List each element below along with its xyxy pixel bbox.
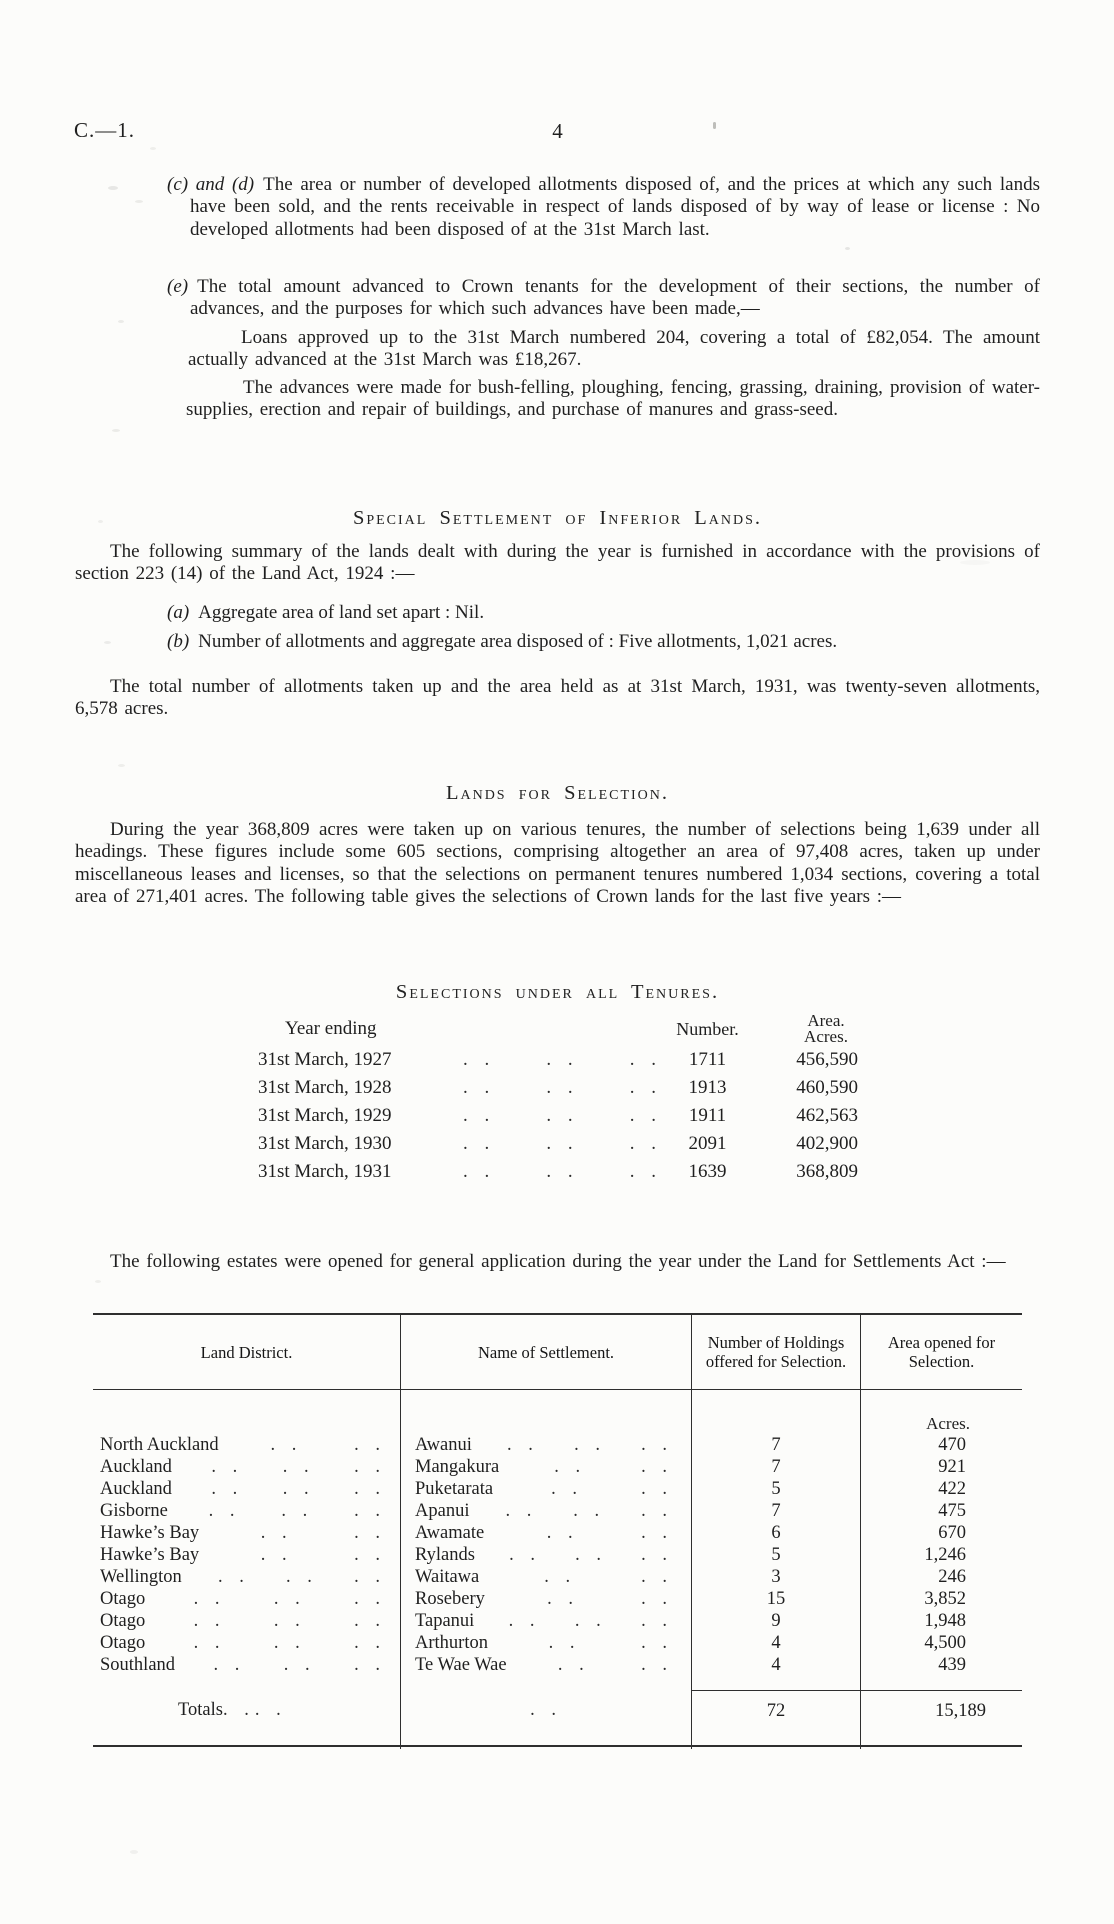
land-district-name: Gisborne: [100, 1500, 168, 1521]
area-cell: 1,948: [860, 1610, 1022, 1632]
land-district-cell: [93, 1522, 400, 1544]
scan-speckle: [95, 1280, 101, 1283]
estates-table-row: [93, 1456, 1022, 1478]
land-district-name: Hawke’s Bay: [100, 1544, 200, 1565]
dot-leader: . .: [544, 1566, 577, 1587]
dot-leader: . .: [282, 1478, 315, 1499]
item-a-label: (a): [167, 602, 190, 623]
dot-leader: . .: [270, 1434, 303, 1455]
area-cell: 462,563: [796, 1105, 858, 1126]
dot-leader: . .: [629, 1161, 662, 1182]
dot-leader: . .: [260, 1522, 293, 1543]
scan-speckle: [150, 147, 156, 150]
scan-speckle: [118, 320, 124, 323]
dot-leader: . .: [508, 1610, 541, 1631]
land-district-name: Southland: [100, 1654, 176, 1675]
dot-leader: . .: [641, 1632, 673, 1653]
holdings-cell: 5: [691, 1478, 860, 1500]
land-district-name: Hawke’s Bay: [100, 1522, 200, 1543]
land-district-cell: [93, 1654, 400, 1676]
dot-leader: . .: [254, 1700, 287, 1720]
dot-leader: . .: [354, 1522, 386, 1543]
column-header-year: Year ending: [285, 1018, 377, 1039]
scan-speckle: [112, 429, 120, 432]
land-district-cell: [93, 1544, 400, 1566]
column-header-area: [745, 1010, 865, 1046]
land-district-name: Auckland: [100, 1456, 172, 1477]
dot-leader: . .: [641, 1654, 673, 1675]
settlement-name: Tapanui: [415, 1610, 475, 1631]
land-district-name: North Auckland: [100, 1434, 219, 1455]
settlement-cell: [400, 1500, 691, 1522]
item-b-text: Number of allotments and aggregate area disposed of : Five allotments, 1,021 acres.: [198, 631, 838, 652]
land-district-cell: [93, 1500, 400, 1522]
selections-table-row: [255, 1130, 865, 1158]
area-cell: 921: [860, 1456, 1022, 1478]
paragraph-loans: Loans approved up to the 31st March numbered 204, covering a total of £82,054. The amount actually advanced at the 31st March was £18,267.: [188, 327, 1040, 371]
estates-table-row: [93, 1610, 1022, 1632]
selections-table-row: [255, 1074, 865, 1102]
page-number: 4: [552, 119, 563, 143]
settlement-cell: [400, 1478, 691, 1500]
land-district-cell: [93, 1478, 400, 1500]
settlement-name: Rylands: [415, 1544, 475, 1565]
dot-leader: . .: [629, 1105, 662, 1126]
dot-leader: . .: [546, 1049, 579, 1070]
selections-header-row: [255, 1012, 865, 1046]
settlement-name: Mangakura: [415, 1456, 500, 1477]
selections-table-row: [255, 1046, 865, 1074]
dot-leader: . .: [222, 1700, 255, 1720]
dot-leader: . .: [554, 1456, 587, 1477]
dot-leader: . .: [282, 1456, 315, 1477]
dot-leader: . .: [354, 1434, 386, 1455]
estates-table-row: [93, 1566, 1022, 1588]
area-cell: 4,500: [860, 1632, 1022, 1654]
selections-table-row: [255, 1158, 865, 1186]
settlement-cell: [400, 1522, 691, 1544]
estates-table-row: [93, 1588, 1022, 1610]
dot-leader: . .: [354, 1632, 386, 1653]
totals-area: 15,189: [860, 1690, 1022, 1749]
land-district-cell: [93, 1566, 400, 1588]
column-header-area-opened: Area opened for Selection.: [860, 1315, 1022, 1389]
item-b-label: (b): [167, 631, 190, 652]
column-header-number: Number.: [676, 1018, 739, 1039]
dot-leader: . .: [629, 1133, 662, 1154]
number-cell: 1911: [688, 1105, 727, 1126]
selections-table: [255, 1012, 865, 1186]
dot-leader: . .: [575, 1544, 607, 1565]
settlement-name: Te Wae Wae: [415, 1654, 507, 1675]
dot-leader: . .: [641, 1588, 673, 1609]
estates-header-row: [93, 1315, 1022, 1390]
dot-leader: . .: [546, 1105, 579, 1126]
holdings-cell: 7: [691, 1500, 860, 1522]
estates-table-row: [93, 1434, 1022, 1456]
dot-leader: . .: [208, 1500, 241, 1521]
estates-table: [93, 1313, 1022, 1747]
dot-leader: . .: [211, 1456, 244, 1477]
dot-leader: . .: [505, 1500, 538, 1521]
area-cell: 3,852: [860, 1588, 1022, 1610]
dot-leader: . .: [463, 1161, 496, 1182]
holdings-cell: 3: [691, 1566, 860, 1588]
estates-table-body: [93, 1434, 1022, 1676]
section-heading-lands-for-selection: Lands for Selection.: [445, 782, 670, 804]
scan-speckle: [130, 1850, 138, 1854]
dot-leader: . .: [193, 1632, 226, 1653]
settlement-name: Waitawa: [415, 1566, 480, 1587]
settlement-cell: [400, 1588, 691, 1610]
dot-leader: . .: [354, 1654, 386, 1675]
area-cell: 422: [860, 1478, 1022, 1500]
number-cell: 1711: [688, 1049, 727, 1070]
settlement-cell: [400, 1654, 691, 1676]
estates-unit-row: [93, 1390, 1022, 1434]
estates-table-row: [93, 1522, 1022, 1544]
dot-leader: . .: [354, 1544, 386, 1565]
dot-leader: . .: [193, 1588, 226, 1609]
dot-leader: . .: [629, 1049, 662, 1070]
dot-leader: . .: [273, 1632, 306, 1653]
area-unit-label: Acres.: [860, 1390, 1022, 1434]
paragraph-estates-intro: The following estates were opened for general application during the year under the Land for Settlements Act :—: [110, 1251, 1006, 1272]
selections-table-row: [255, 1102, 865, 1130]
settlement-name: Awanui: [415, 1434, 472, 1455]
dot-leader: . .: [354, 1456, 386, 1477]
dot-leader: . .: [260, 1544, 293, 1565]
column-header-area-line1: Area.: [807, 1010, 845, 1030]
dot-leader: . .: [283, 1654, 316, 1675]
year-cell: 31st March, 1927: [258, 1049, 392, 1070]
dot-leader: . .: [641, 1610, 673, 1631]
settlement-cell: [400, 1610, 691, 1632]
list-item-a: [167, 602, 1040, 624]
dot-leader: . .: [574, 1610, 607, 1631]
selections-table-body: [255, 1046, 865, 1186]
estates-table-row: [93, 1544, 1022, 1566]
table-heading-selections: Selections under all Tenures.: [395, 981, 720, 1003]
settlement-name: Arthurton: [415, 1632, 488, 1653]
clause-e-text: The total amount advanced to Crown tenants for the development of their sections, the number of advances, and the purposes for which such advances have been made,—: [190, 276, 1040, 320]
column-header-land-district: Land District.: [200, 1342, 293, 1362]
leader-cell: [455, 1161, 670, 1183]
settlement-cell: [400, 1566, 691, 1588]
estates-spacer-row: [93, 1676, 1022, 1690]
totals-label: Totals: [178, 1700, 223, 1720]
clause-e-label: (e): [167, 276, 189, 297]
settlement-cell: [400, 1456, 691, 1478]
land-district-name: Wellington: [100, 1566, 182, 1587]
dot-leader: . .: [273, 1610, 306, 1631]
paragraph-lands-for-selection: During the year 368,809 acres were taken up on various tenures, the number of selections being 1,639 under all headings. These figures include some 605 sections, comprising altogether an area of 97,408 acres, taken up under miscellaneous leases and licenses, so that the selections on permanent tenures numbered 1,034 sections, covering a total area of 271,401 acres. The following table gives the selections of Crown lands for the last five years :—: [75, 819, 1040, 908]
dot-leader: . .: [641, 1456, 673, 1477]
dot-leader: . .: [509, 1544, 541, 1565]
column-header-area-line2: Acres.: [804, 1027, 848, 1046]
holdings-cell: 9: [691, 1610, 860, 1632]
paragraph-special-settlement-summary: The total number of allotments taken up and the area held as at 31st March, 1931, was twenty-seven allotments, 6,578 acres.: [75, 676, 1040, 720]
scan-speckle: [118, 764, 125, 767]
dot-leader: . .: [641, 1522, 673, 1543]
dot-leader: . .: [546, 1161, 579, 1182]
dot-leader: . .: [354, 1610, 386, 1631]
settlement-name: Apanui: [415, 1500, 470, 1521]
area-cell: 670: [860, 1522, 1022, 1544]
settlement-cell: [400, 1544, 691, 1566]
holdings-cell: 4: [691, 1632, 860, 1654]
dot-leader: . .: [213, 1654, 246, 1675]
scan-speckle: [845, 247, 850, 250]
clause-cd-label: (c) and (d): [167, 174, 255, 195]
dot-leader: . .: [557, 1654, 590, 1675]
dot-leader: . .: [463, 1077, 496, 1098]
leader-cell: [455, 1105, 670, 1127]
item-a-text: Aggregate area of land set apart : Nil.: [198, 602, 485, 623]
holdings-cell: 4: [691, 1654, 860, 1676]
section-heading-special-settlement: Special Settlement of Inferior Lands.: [352, 507, 763, 529]
estates-table-row: [93, 1654, 1022, 1676]
dot-leader: . .: [463, 1105, 496, 1126]
dot-leader: . .: [354, 1588, 386, 1609]
dot-leader: . .: [193, 1610, 226, 1631]
land-district-name: Otago: [100, 1588, 146, 1609]
land-district-cell: [93, 1456, 400, 1478]
estates-table-row: [93, 1500, 1022, 1522]
paragraph-advances: The advances were made for bush-felling, ploughing, fencing, grassing, draining, provision of water-supplies, erection and repair of buildings, and purchase of manures and grass-seed.: [186, 377, 1040, 421]
dot-leader: . .: [641, 1566, 673, 1587]
clause-cd-text: The area or number of developed allotments disposed of, and the prices at which any such lands have been sold, and the rents receivable in respect of lands disposed of by way of lease or license : No developed allotments had been disposed of at the 31st March last.: [190, 174, 1040, 240]
year-cell: 31st March, 1928: [258, 1077, 392, 1098]
scan-speckle: [104, 641, 111, 644]
dot-leader: . .: [273, 1588, 306, 1609]
estates-table-row: [93, 1632, 1022, 1654]
land-district-cell: [93, 1610, 400, 1632]
area-cell: 368,809: [796, 1161, 858, 1182]
number-cell: 1639: [688, 1161, 727, 1182]
area-cell: 439: [860, 1654, 1022, 1676]
dot-leader: . .: [551, 1478, 584, 1499]
land-district-cell: [93, 1434, 400, 1456]
dot-leader: . .: [463, 1133, 496, 1154]
land-district-name: Otago: [100, 1632, 146, 1653]
area-cell: 246: [860, 1566, 1022, 1588]
totals-holdings: 72: [691, 1690, 860, 1749]
settlement-cell: [400, 1434, 691, 1456]
dot-leader: . .: [463, 1049, 496, 1070]
year-cell: 31st March, 1931: [258, 1161, 392, 1182]
leader-cell: [455, 1049, 670, 1071]
number-cell: 2091: [688, 1133, 727, 1154]
area-cell: 402,900: [796, 1133, 858, 1154]
holdings-cell: 7: [691, 1434, 860, 1456]
clause-e: [167, 276, 1040, 321]
dot-leader: . .: [354, 1500, 386, 1521]
dot-leader: . .: [354, 1566, 386, 1587]
dot-leader: . .: [641, 1500, 673, 1521]
column-header-settlement: Name of Settlement.: [400, 1315, 691, 1389]
area-cell: 1,246: [860, 1544, 1022, 1566]
dot-leader: . .: [629, 1077, 662, 1098]
holdings-cell: 15: [691, 1588, 860, 1610]
dot-leader: . .: [354, 1478, 386, 1499]
land-district-name: Otago: [100, 1610, 146, 1631]
list-item-b: [167, 631, 1040, 653]
settlement-name: Rosebery: [415, 1588, 485, 1609]
land-district-cell: [93, 1632, 400, 1654]
column-header-holdings: Number of Holdings offered for Selection.: [691, 1315, 860, 1389]
dot-leader: . .: [286, 1566, 318, 1587]
holdings-cell: 7: [691, 1456, 860, 1478]
leader-cell: [455, 1077, 670, 1099]
dot-leader: . .: [573, 1500, 606, 1521]
estates-table-row: [93, 1478, 1022, 1500]
dot-leader: . .: [547, 1588, 579, 1609]
year-cell: 31st March, 1930: [258, 1133, 392, 1154]
year-cell: 31st March, 1929: [258, 1105, 392, 1126]
dot-leader: . .: [211, 1478, 244, 1499]
settlement-cell: [400, 1632, 691, 1654]
dot-leader: . .: [641, 1544, 673, 1565]
scan-speckle: [108, 186, 118, 190]
settlement-name: Awamate: [415, 1522, 485, 1543]
land-district-name: Auckland: [100, 1478, 172, 1499]
number-cell: 1913: [688, 1077, 727, 1098]
dot-leader: . .: [281, 1500, 314, 1521]
area-cell: 470: [860, 1434, 1022, 1456]
settlement-name: Puketarata: [415, 1478, 494, 1499]
dot-leader: . .: [641, 1434, 673, 1455]
holdings-cell: 5: [691, 1544, 860, 1566]
paragraph-special-settlement-intro: The following summary of the lands dealt with during the year is furnished in accordance with the provisions of section 223 (14) of the Land Act, 1924 :—: [75, 541, 1040, 585]
doc-reference: C.—1.: [74, 118, 136, 142]
dot-leader: . .: [546, 1522, 579, 1543]
estates-totals-row: [93, 1690, 1022, 1749]
holdings-cell: 6: [691, 1522, 860, 1544]
area-cell: 456,590: [796, 1049, 858, 1070]
dot-leader: . .: [574, 1434, 606, 1455]
area-cell: 475: [860, 1500, 1022, 1522]
scan-speckle: [135, 200, 143, 203]
area-cell: 460,590: [796, 1077, 858, 1098]
dot-leader: . .: [548, 1632, 581, 1653]
dot-leader: . .: [507, 1434, 539, 1455]
dot-leader: . .: [546, 1077, 579, 1098]
dot-leader: . .: [530, 1700, 562, 1720]
dot-leader: . .: [641, 1478, 673, 1499]
clause-cd: [167, 174, 1040, 241]
land-district-cell: [93, 1588, 400, 1610]
leader-cell: [455, 1133, 670, 1155]
dot-leader: . .: [546, 1133, 579, 1154]
dot-leader: . .: [217, 1566, 250, 1587]
